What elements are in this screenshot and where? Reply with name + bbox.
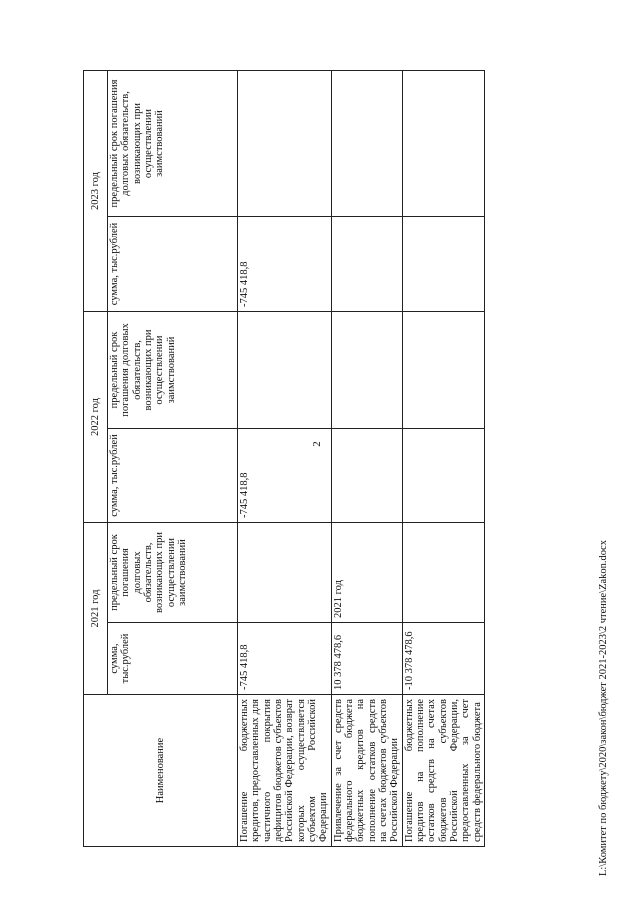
sum-cell-2021: -745 418,8 xyxy=(238,623,332,695)
row-name: Привлечение за счет средств федерального бюджета бюджетных кредитов на пополнение остатков средств на счетах бюджетов субъектов Российской Федерации xyxy=(331,695,402,847)
name-column-header: Наименование xyxy=(84,695,238,847)
sum-cell-2023: -745 418,8 xyxy=(238,217,332,312)
sum-header-2021: сумма, тыс.рублей xyxy=(108,623,238,695)
term-cell-2022 xyxy=(331,312,402,429)
sum-cell-2023 xyxy=(331,217,402,312)
sum-header-2023: сумма, тыс.рублей xyxy=(108,217,238,312)
budget-table-rotated xyxy=(83,71,483,847)
term-header-2021: предельный срок погашения долговых обязательств, возникающих при осуществлении заимствований xyxy=(108,523,238,623)
borrowing-table xyxy=(83,70,485,847)
sum-cell-2022 xyxy=(331,429,402,523)
term-cell-2023 xyxy=(331,71,402,217)
term-cell-2023 xyxy=(238,71,332,217)
term-cell-2022 xyxy=(402,312,484,429)
table-row xyxy=(402,71,484,847)
term-cell-2021 xyxy=(402,523,484,623)
term-cell-2021: 2021 год xyxy=(331,523,402,623)
term-header-2022: предельный срок погашения долговых обязательств, возникающих при осуществлении заимствований xyxy=(108,312,238,429)
table-row xyxy=(331,71,402,847)
term-header-2023: предельный срок погашения долговых обязательств, возникающих при осуществлении заимствований xyxy=(108,71,238,217)
page-number: 2 xyxy=(310,441,323,447)
term-cell-2023 xyxy=(402,71,484,217)
term-cell-2022 xyxy=(238,312,332,429)
year-header-2021: 2021 год xyxy=(84,523,108,695)
sum-cell-2023 xyxy=(402,217,484,312)
sum-cell-2021: -10 378 478,6 xyxy=(402,623,484,695)
sum-header-2022: сумма, тыс.рублей xyxy=(108,429,238,523)
row-name: Погашение бюджетных кредитов на пополнение остатков средств на счетах бюджетов субъектов Российской Федерации, предоставленных за счет средств федерального бюджета xyxy=(402,695,484,847)
file-path-footer: L:\Комитет по бюджету\2020\закон\бюджет 2021-2023\2 чтение\Zakon.docx xyxy=(598,540,609,876)
sum-cell-2022: -745 418,8 xyxy=(238,429,332,523)
year-header-2022: 2022 год xyxy=(84,312,108,523)
header-row-years xyxy=(84,71,108,847)
term-cell-2021 xyxy=(238,523,332,623)
sum-cell-2021: 10 378 478,6 xyxy=(331,623,402,695)
sum-cell-2022 xyxy=(402,429,484,523)
table-row xyxy=(238,71,332,847)
year-header-2023: 2023 год xyxy=(84,71,108,312)
row-name: Погашение бюджетных кредитов, предоставленных для частичного покрытия дефицитов бюджетов субъектов Российской Федерации, возврат которых осуществляется субъектом Российской Федерации xyxy=(238,695,332,847)
